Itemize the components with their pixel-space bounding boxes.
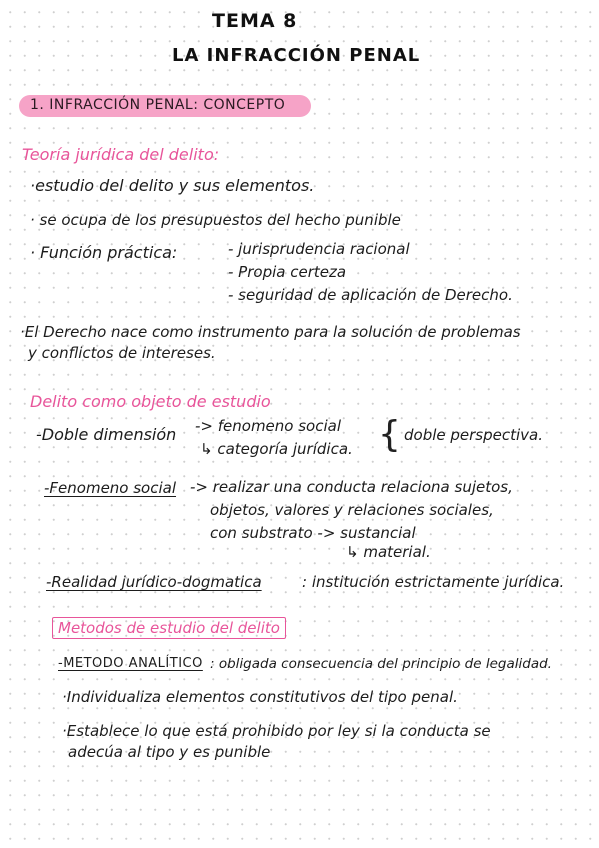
funcion-item-3: - seguridad de aplicación de Derecho. bbox=[228, 286, 513, 304]
teoria-line-2: · se ocupa de los presupuestos del hecho punible bbox=[30, 211, 401, 229]
fenomeno-line-4: ↳ material. bbox=[346, 543, 431, 561]
page-title: TEMA 8 bbox=[212, 10, 298, 32]
derecho-line-1: ·El Derecho nace como instrumento para la solución de problemas bbox=[20, 323, 521, 341]
metodos-line-2: ·Establece lo que está prohibido por ley si la conducta se bbox=[62, 722, 491, 740]
metodo-analitico-text: : obligada consecuencia del principio de legalidad. bbox=[210, 656, 552, 672]
fenomeno-line-2: objetos, valores y relaciones sociales, bbox=[210, 501, 494, 519]
fenomeno-line-3: con substrato -> sustancial bbox=[210, 524, 416, 542]
doble-item-2: ↳ categoría jurídica. bbox=[200, 440, 353, 458]
metodos-line-1: ·Individualiza elementos constitutivos del tipo penal. bbox=[62, 688, 458, 706]
metodos-heading: Metodos de estudio del delito bbox=[52, 617, 286, 639]
derecho-line-2: y conflictos de intereses. bbox=[28, 344, 216, 362]
funcion-item-1: - jurisprudencia racional bbox=[228, 240, 410, 258]
funcion-item-2: - Propia certeza bbox=[228, 263, 347, 281]
doble-item-1: -> fenomeno social bbox=[195, 417, 342, 435]
page-subtitle: LA INFRACCIÓN PENAL bbox=[172, 45, 421, 66]
section-heading: 1. INFRACCIÓN PENAL: CONCEPTO bbox=[30, 97, 286, 113]
metodos-line-3: adecúa al tipo y es punible bbox=[68, 743, 271, 761]
metodo-analitico-label: -METODO ANALÍTICO bbox=[58, 656, 203, 671]
realidad-label: -Realidad jurídico-dogmatica bbox=[46, 573, 262, 591]
teoria-heading: Teoría jurídica del delito: bbox=[22, 145, 220, 164]
fenomeno-label: -Fenomeno social bbox=[44, 479, 177, 497]
doble-perspectiva: doble perspectiva. bbox=[404, 426, 543, 444]
brace-glyph: { bbox=[378, 414, 401, 455]
funcion-label: · Función práctica: bbox=[30, 243, 178, 262]
doble-dimension-label: -Doble dimensión bbox=[36, 425, 177, 444]
delito-objeto-heading: Delito como objeto de estudio bbox=[30, 392, 271, 411]
teoria-line-1: ·estudio del delito y sus elementos. bbox=[30, 176, 315, 195]
fenomeno-line-1: -> realizar una conducta relaciona sujetos, bbox=[190, 478, 513, 496]
realidad-text: : institución estrictamente jurídica. bbox=[302, 573, 565, 591]
